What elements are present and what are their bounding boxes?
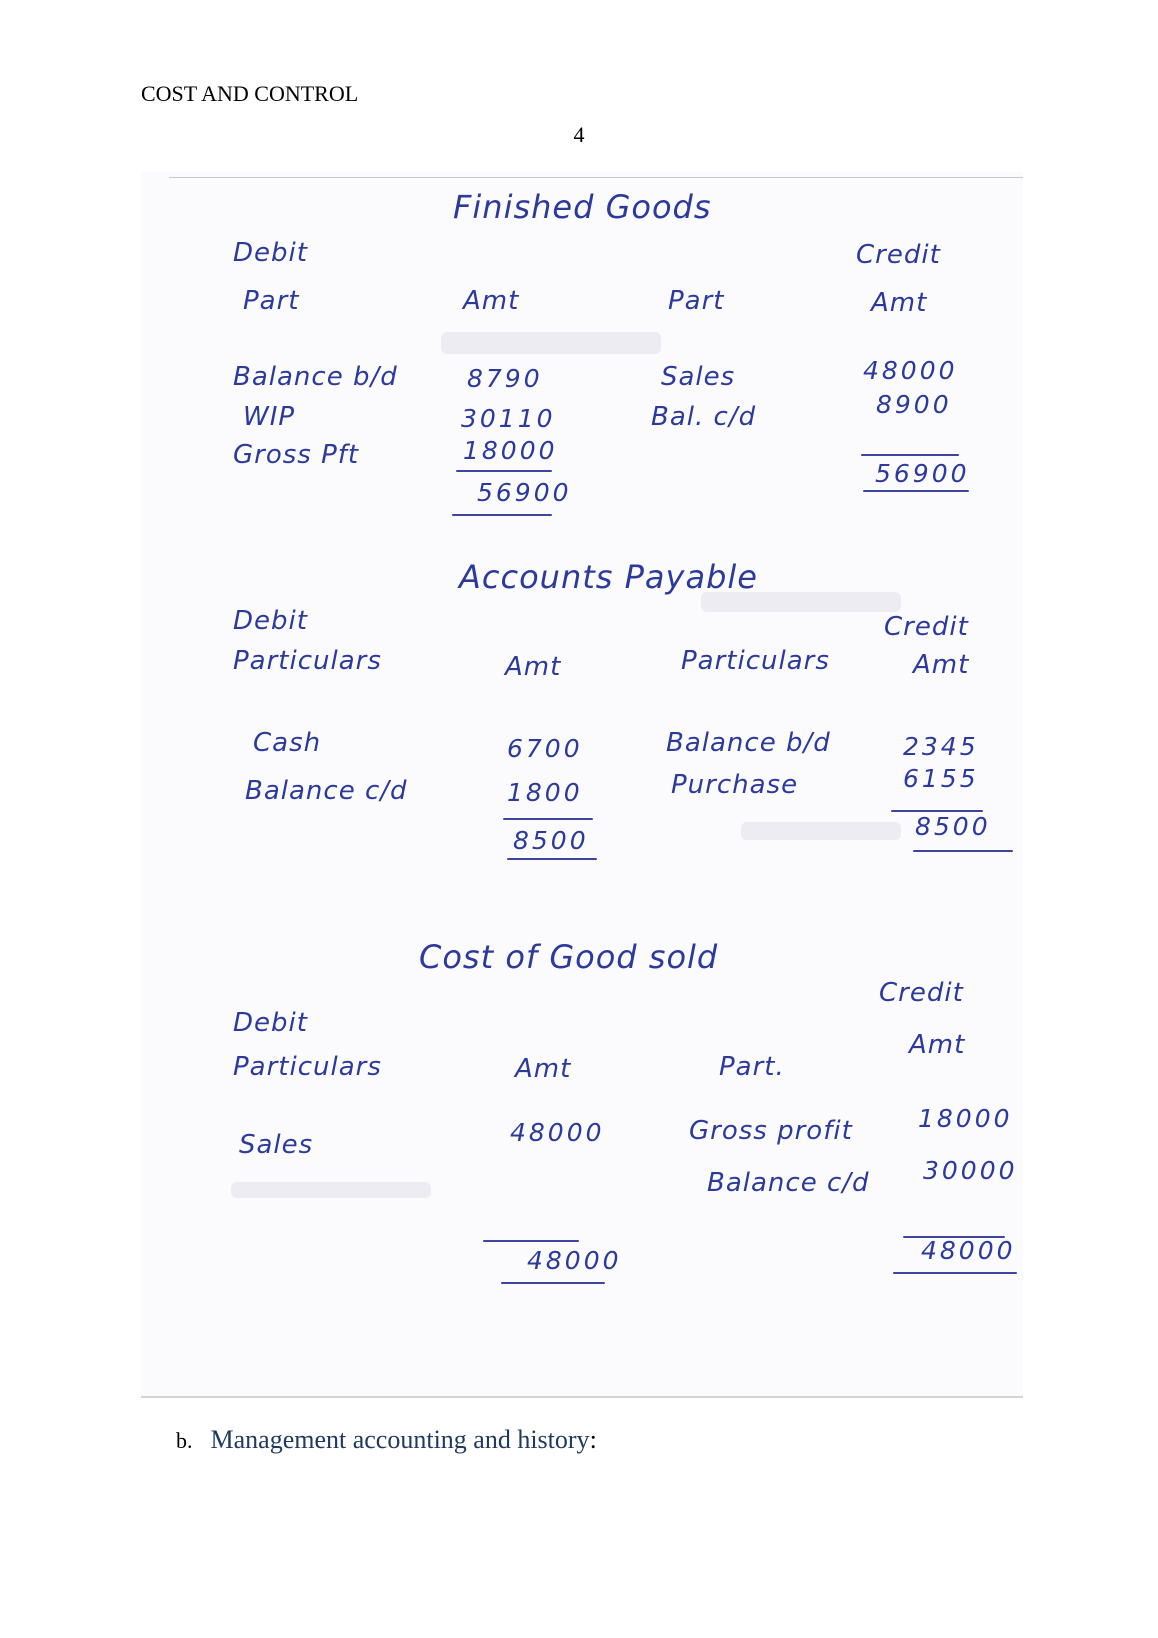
cogs-debit-label: Debit xyxy=(233,1008,308,1038)
ap-debit-total: 8500 xyxy=(513,826,589,855)
ap-title: Accounts Payable xyxy=(459,558,758,596)
cogs-title: Cost of Good sold xyxy=(419,938,719,976)
cogs-credit-col-part: Part. xyxy=(719,1052,785,1082)
fg-credit-row-part: Sales xyxy=(661,362,736,392)
bleed-through-mark xyxy=(441,332,661,354)
ap-credit-row-part: Purchase xyxy=(671,770,799,800)
ap-debit-col-amt: Amt xyxy=(505,652,562,682)
ap-credit-col-amt: Amt xyxy=(913,650,970,680)
fg-debit-row-part: Balance b/d xyxy=(233,362,398,392)
ap-debit-row-amt: 1800 xyxy=(507,778,583,807)
fg-debit-label: Debit xyxy=(233,238,308,268)
cogs-debit-col-amt: Amt xyxy=(515,1054,572,1084)
cogs-debit-row-part: Sales xyxy=(239,1130,314,1160)
cogs-credit-row-part: Balance c/d xyxy=(707,1168,870,1198)
fg-credit-total-underline xyxy=(863,490,969,492)
scan-top-edge xyxy=(169,177,1023,178)
ap-credit-label: Credit xyxy=(884,612,969,642)
ap-debit-label: Debit xyxy=(233,606,308,636)
cogs-credit-row-amt: 30000 xyxy=(923,1156,1018,1185)
fg-debit-col-part: Part xyxy=(243,286,300,316)
running-header: COST AND CONTROL xyxy=(141,81,359,106)
ap-debit-row-part: Cash xyxy=(253,728,322,758)
ap-credit-row-amt: 6155 xyxy=(903,764,979,793)
fg-credit-total: 56900 xyxy=(875,459,970,488)
fg-title: Finished Goods xyxy=(453,188,712,226)
ap-credit-row-amt: 2345 xyxy=(903,732,979,761)
fg-credit-row-amt: 8900 xyxy=(876,390,952,419)
heading-colon: : xyxy=(589,1425,597,1454)
ap-debit-row-part: Balance c/d xyxy=(245,776,408,806)
ap-debit-row-amt: 6700 xyxy=(507,734,583,763)
ap-credit-row-part: Balance b/d xyxy=(666,728,831,758)
ap-credit-col-part: Particulars xyxy=(681,646,830,676)
cogs-credit-label: Credit xyxy=(879,978,964,1008)
fg-credit-row-part: Bal. c/d xyxy=(651,402,757,432)
fg-credit-row-amt: 48000 xyxy=(863,356,958,385)
cogs-debit-total-underline xyxy=(501,1282,605,1284)
fg-debit-col-amt: Amt xyxy=(463,286,520,316)
cogs-credit-total-underline xyxy=(893,1272,1017,1274)
fg-debit-row-amt: 8790 xyxy=(467,364,543,393)
cogs-debit-row-amt: 48000 xyxy=(510,1118,605,1147)
page-number: 4 xyxy=(573,122,585,147)
cogs-credit-row-part: Gross profit xyxy=(689,1116,853,1146)
cogs-credit-col-amt: Amt xyxy=(909,1030,966,1060)
fg-debit-row-amt: 18000 xyxy=(463,436,558,465)
bleed-through-mark xyxy=(741,822,901,840)
scanned-ledger-image xyxy=(141,172,1023,1398)
cogs-debit-col-part: Particulars xyxy=(233,1052,382,1082)
ap-debit-total-rule xyxy=(503,818,593,820)
cogs-debit-total-rule xyxy=(483,1240,579,1242)
fg-debit-total: 56900 xyxy=(477,478,572,507)
fg-credit-col-part: Part xyxy=(668,286,725,316)
ap-debit-col-part: Particulars xyxy=(233,646,382,676)
ap-debit-total-underline xyxy=(507,858,597,860)
fg-debit-row-part: Gross Pft xyxy=(233,440,360,470)
list-marker: b. xyxy=(176,1428,193,1453)
fg-credit-col-amt: Amt xyxy=(871,288,928,318)
cogs-credit-total: 48000 xyxy=(921,1236,1016,1265)
bleed-through-mark xyxy=(231,1182,431,1198)
fg-debit-row-part: WIP xyxy=(243,402,296,432)
fg-debit-row-amt: 30110 xyxy=(461,404,556,433)
fg-credit-total-rule xyxy=(861,454,959,456)
scan-bottom-edge xyxy=(141,1396,1023,1398)
fg-debit-total-rule xyxy=(456,470,552,472)
cogs-credit-row-amt: 18000 xyxy=(918,1104,1013,1133)
fg-debit-total-underline xyxy=(452,514,552,516)
ap-credit-total-underline xyxy=(913,850,1013,852)
cogs-debit-total: 48000 xyxy=(527,1246,622,1275)
section-heading-text: Management accounting and history xyxy=(210,1425,590,1454)
fg-credit-label: Credit xyxy=(856,240,941,270)
ap-credit-total: 8500 xyxy=(915,812,991,841)
section-b-heading xyxy=(176,1425,597,1455)
